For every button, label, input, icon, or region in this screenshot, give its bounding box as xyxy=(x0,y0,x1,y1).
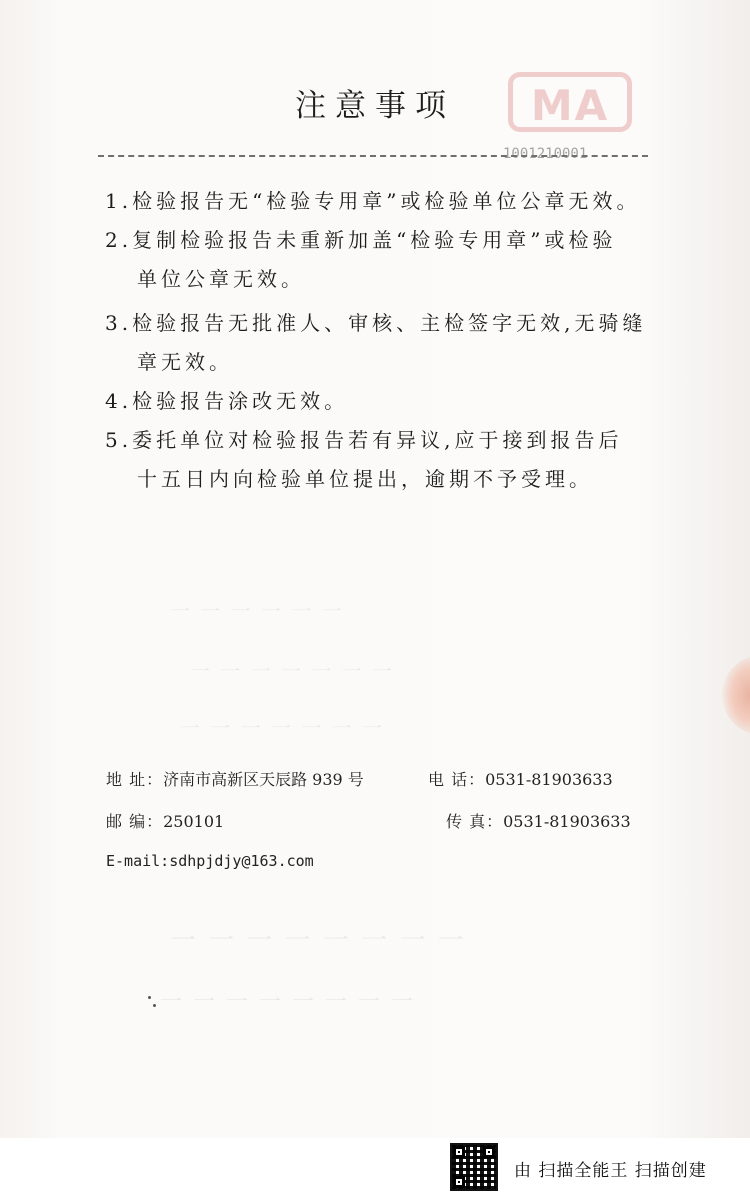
qr-code-icon xyxy=(450,1143,498,1191)
note-line: 2.复制检验报告未重新加盖“检验专用章”或检验 xyxy=(105,228,617,252)
bleed-through-text: 一 一 一 一 一 一 一 一 xyxy=(160,990,415,1015)
fax-row xyxy=(446,809,631,832)
bleed-through-text: 一 一 一 一 一 一 一 一 xyxy=(170,926,466,956)
note-item xyxy=(105,421,685,499)
finger-shadow xyxy=(722,655,750,735)
speck xyxy=(148,996,151,999)
page-title: 注意事项 xyxy=(295,88,455,124)
note-line: 十五日内向检验单位提出，逾期不予受理。 xyxy=(137,467,593,491)
note-line: 章无效。 xyxy=(137,350,233,374)
note-line: 1.检验报告无“检验专用章”或检验单位公章无效。 xyxy=(105,189,641,213)
note-line: 单位公章无效。 xyxy=(137,267,305,291)
phone-label: 电 话： xyxy=(428,770,486,789)
phone-row xyxy=(428,767,613,790)
address-row xyxy=(106,767,364,790)
scanner-watermark-text: 由 扫描全能王 扫描创建 xyxy=(514,1161,707,1181)
address-value: 济南市高新区天辰路 939 号 xyxy=(163,770,364,789)
address-label: 地 址： xyxy=(106,770,164,789)
bleed-through-text: 一 一 一 一 一 一 一 xyxy=(180,716,385,740)
fax-label: 传 真： xyxy=(446,812,504,831)
title-divider xyxy=(98,155,648,157)
note-line: 4.检验报告涂改无效。 xyxy=(105,389,349,413)
fax-value: 0531-81903633 xyxy=(503,812,631,831)
note-item xyxy=(105,221,685,299)
bleed-through-text: 一 一 一 一 一 一 一 xyxy=(190,659,395,683)
cma-stamp-text: MA xyxy=(530,81,610,130)
note-item xyxy=(105,304,685,382)
postcode-value: 250101 xyxy=(163,812,225,831)
postcode-label: 邮 编： xyxy=(106,812,164,831)
note-item xyxy=(105,182,685,221)
notes-list xyxy=(105,182,685,499)
email-row: E-mail:sdhpjdjy@163.com xyxy=(106,852,314,870)
speck xyxy=(153,1004,156,1007)
bleed-through-text: 一 一 一 一 一 一 xyxy=(170,599,344,623)
note-item xyxy=(105,382,685,421)
phone-value: 0531-81903633 xyxy=(485,770,613,789)
note-line: 3.检验报告无批准人、审核、主检签字无效,无骑缝 xyxy=(105,311,647,335)
postcode-row xyxy=(106,809,224,832)
note-line: 5.委托单位对检验报告若有异议,应于接到报告后 xyxy=(105,428,623,452)
cma-number: 1001210001 xyxy=(503,146,588,162)
